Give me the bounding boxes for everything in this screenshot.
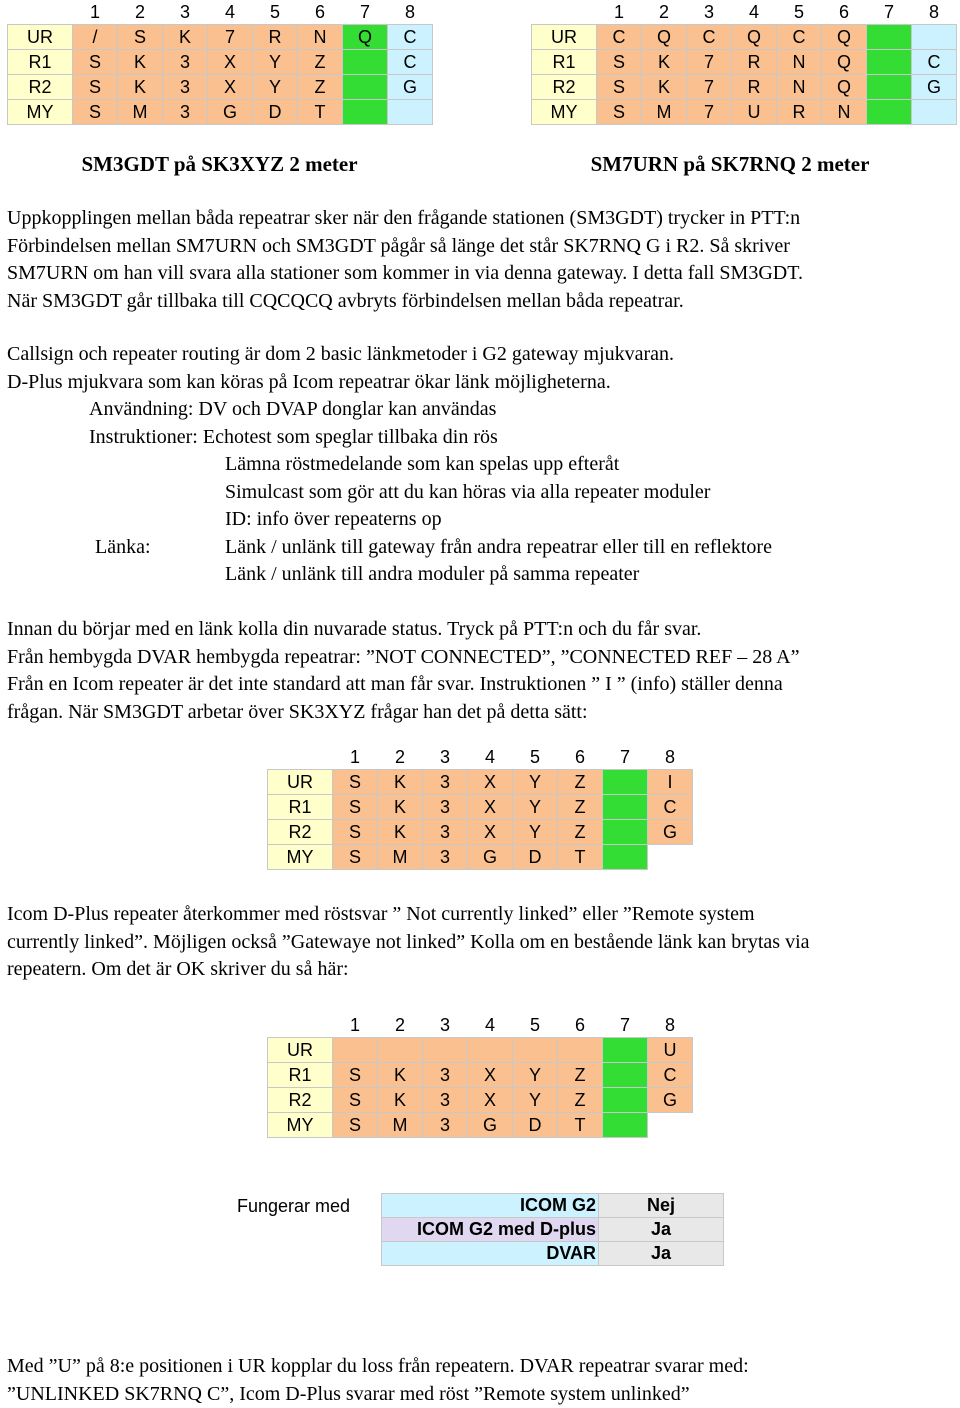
grid-cell: S: [333, 1088, 378, 1113]
grid-cell: D: [513, 845, 558, 870]
grid-cell: Y: [513, 1063, 558, 1088]
column-number: 5: [513, 745, 558, 770]
paragraph-uppkoppling: [7, 205, 803, 315]
text-line: Icom D-Plus repeater återkommer med röstsvar ” Not currently linked” eller ”Remote system: [7, 901, 810, 929]
grid-row-r1: [268, 795, 693, 820]
grid-cell: Y: [513, 770, 558, 795]
grid-cell: 3: [423, 845, 468, 870]
grid-cell: C: [777, 25, 822, 50]
grid-cell: U: [648, 1038, 693, 1063]
grid-row-ur: [268, 1038, 693, 1063]
instructions-sub-line: ID: info över repeaterns op: [7, 506, 772, 534]
text-line: repeatern. Om det är OK skriver du så här:: [7, 956, 810, 984]
column-number: 4: [208, 0, 253, 25]
grid-cell: Z: [558, 820, 603, 845]
grid-cell: [603, 770, 648, 795]
row-label: UR: [532, 25, 597, 50]
instructions-sub-line: Simulcast som gör att du kan höras via alla repeater moduler: [7, 479, 772, 507]
column-number: 4: [732, 0, 777, 25]
column-number: 5: [777, 0, 822, 25]
system-name: DVAR: [382, 1242, 599, 1266]
grid-cell: Y: [513, 1088, 558, 1113]
grid-cell: S: [333, 1113, 378, 1138]
grid-cell: Y: [253, 50, 298, 75]
text-line: Callsign och repeater routing är dom 2 basic länkmetoder i G2 gateway mjukvaran.: [7, 341, 772, 369]
grid-cell: [603, 845, 648, 870]
grid-row-ur: [268, 770, 693, 795]
grid-header-row: [8, 0, 433, 25]
callsign-grid-unlink: [267, 1013, 693, 1138]
row-label: UR: [268, 770, 333, 795]
column-number: 7: [343, 0, 388, 25]
column-number: 6: [822, 0, 867, 25]
lanka-sub-line: Länk / unlänk till andra moduler på samma repeater: [7, 561, 772, 589]
grid-cell: S: [333, 1063, 378, 1088]
grid-cell: [378, 1038, 423, 1063]
grid-cell: 3: [423, 795, 468, 820]
grid-cell: Q: [822, 25, 867, 50]
callsign-grid-right: [531, 0, 957, 125]
grid-cell: S: [597, 100, 642, 125]
column-number: 3: [687, 0, 732, 25]
grid-cell: [423, 1038, 468, 1063]
text-line: Förbindelsen mellan SM7URN och SM3GDT pågår så länge det står SK7RNQ G i R2. Så skriver: [7, 233, 803, 261]
text-line: Från en Icom repeater är det inte standard att man får svar. Instruktionen ” I ” (info) ställer denna: [7, 671, 799, 699]
lanka-line: [7, 534, 772, 562]
grid-cell: 7: [208, 25, 253, 50]
grid-cell: C: [648, 795, 693, 820]
grid-cell: D: [253, 100, 298, 125]
grid-cell: Q: [732, 25, 777, 50]
grid-cell: X: [468, 795, 513, 820]
column-number: 8: [912, 0, 957, 25]
grid-row-r1: [8, 50, 433, 75]
works-with-row: [382, 1194, 724, 1218]
row-label: MY: [8, 100, 73, 125]
caption-right: SM7URN på SK7RNQ 2 meter: [510, 152, 950, 177]
grid-cell: [603, 820, 648, 845]
grid-cell: 3: [423, 1113, 468, 1138]
column-number: 3: [423, 1013, 468, 1038]
grid-cell: S: [73, 75, 118, 100]
grid-row-r1: [532, 50, 957, 75]
column-number: 7: [603, 1013, 648, 1038]
grid-cell: [867, 50, 912, 75]
grid-cell: C: [648, 1063, 693, 1088]
grid-cell: [343, 50, 388, 75]
grid-header-row: [268, 1013, 693, 1038]
lanka-text: Länk / unlänk till gateway från andra repeatrar eller till en reflektore: [225, 536, 772, 558]
grid-cell: K: [378, 770, 423, 795]
grid-cell: [558, 1038, 603, 1063]
column-number: 2: [378, 745, 423, 770]
grid-cell: K: [163, 25, 208, 50]
works-with-row: [382, 1218, 724, 1242]
grid-cell: Z: [298, 75, 343, 100]
grid-cell: [648, 1113, 693, 1138]
grid-cell: M: [118, 100, 163, 125]
grid-row-r2: [268, 820, 693, 845]
grid-cell: [603, 1063, 648, 1088]
grid-cell: C: [388, 25, 433, 50]
grid-cell: [343, 100, 388, 125]
paragraph-response: [7, 901, 810, 984]
grid-cell: K: [378, 795, 423, 820]
column-number: 1: [597, 0, 642, 25]
grid-row-my: [532, 100, 957, 125]
grid-cell: K: [642, 75, 687, 100]
grid-cell: 3: [423, 770, 468, 795]
works-with-label: Fungerar med: [237, 1196, 350, 1217]
grid-cell: Q: [822, 75, 867, 100]
row-label: UR: [8, 25, 73, 50]
text-line: ”UNLINKED SK7RNQ C”, Icom D-Plus svarar med röst ”Remote system unlinked”: [7, 1381, 749, 1408]
text-line: Uppkopplingen mellan båda repeatrar sker när den frågande stationen (SM3GDT) trycker in PTT:n: [7, 205, 803, 233]
row-label: MY: [268, 1113, 333, 1138]
callsign-grid-info: [267, 745, 693, 870]
usage-line: Användning: DV och DVAP donglar kan användas: [7, 396, 772, 424]
grid-cell: C: [597, 25, 642, 50]
grid-cell: C: [388, 50, 433, 75]
column-number: 1: [333, 1013, 378, 1038]
grid-cell: N: [777, 75, 822, 100]
grid-cell: R: [777, 100, 822, 125]
column-number: 2: [378, 1013, 423, 1038]
column-number: 3: [423, 745, 468, 770]
grid-cell: Q: [642, 25, 687, 50]
grid-cell: Q: [822, 50, 867, 75]
grid-cell: R: [253, 25, 298, 50]
grid-cell: [912, 100, 957, 125]
grid-row-my: [268, 1113, 693, 1138]
grid-cell: [603, 795, 648, 820]
grid-row-r2: [8, 75, 433, 100]
grid-cell: K: [118, 50, 163, 75]
paragraph-unlink: [7, 1353, 749, 1408]
grid-cell: R: [732, 75, 777, 100]
grid-cell: Z: [558, 795, 603, 820]
system-name: ICOM G2 med D-plus: [382, 1218, 599, 1242]
works-value: Ja: [599, 1242, 724, 1266]
system-name: ICOM G2: [382, 1194, 599, 1218]
column-number: 2: [118, 0, 163, 25]
grid-cell: 3: [163, 100, 208, 125]
grid-cell: R: [732, 50, 777, 75]
grid-cell: /: [73, 25, 118, 50]
grid-cell: K: [378, 820, 423, 845]
column-number: 4: [468, 1013, 513, 1038]
instructions-line: Instruktioner: Echotest som speglar tillbaka din rös: [7, 424, 772, 452]
grid-cell: M: [642, 100, 687, 125]
row-label: R2: [532, 75, 597, 100]
grid-cell: [343, 75, 388, 100]
grid-cell: C: [912, 50, 957, 75]
grid-cell: M: [378, 845, 423, 870]
text-line: Med ”U” på 8:e positionen i UR kopplar du loss från repeatern. DVAR repeatrar svarar med:: [7, 1353, 749, 1381]
works-value: Ja: [599, 1218, 724, 1242]
column-number: 6: [558, 1013, 603, 1038]
grid-cell: [333, 1038, 378, 1063]
grid-cell: Z: [298, 50, 343, 75]
row-label: R2: [268, 1088, 333, 1113]
grid-cell: G: [208, 100, 253, 125]
grid-cell: Z: [558, 1063, 603, 1088]
row-label: R2: [8, 75, 73, 100]
text-line: SM7URN om han vill svara alla stationer som kommer in via denna gateway. I detta fall SM3GDT.: [7, 260, 803, 288]
grid-cell: K: [378, 1088, 423, 1113]
grid-cell: 3: [423, 820, 468, 845]
grid-cell: [648, 845, 693, 870]
paragraph-status: [7, 616, 799, 726]
grid-cell: 3: [163, 75, 208, 100]
grid-cell: S: [597, 50, 642, 75]
grid-cell: S: [118, 25, 163, 50]
grid-cell: 7: [687, 75, 732, 100]
grid-cell: M: [378, 1113, 423, 1138]
grid-cell: 7: [687, 100, 732, 125]
grid-cell: Z: [558, 1088, 603, 1113]
works-value: Nej: [599, 1194, 724, 1218]
grid-cell: G: [468, 1113, 513, 1138]
grid-header-row: [268, 745, 693, 770]
grid-cell: C: [687, 25, 732, 50]
grid-cell: N: [298, 25, 343, 50]
grid-cell: Q: [343, 25, 388, 50]
row-label: R1: [268, 1063, 333, 1088]
grid-cell: [603, 1113, 648, 1138]
grid-cell: U: [732, 100, 777, 125]
row-label: R1: [8, 50, 73, 75]
grid-cell: [513, 1038, 558, 1063]
grid-cell: 3: [163, 50, 208, 75]
row-label: R2: [268, 820, 333, 845]
row-label: R1: [532, 50, 597, 75]
grid-cell: [912, 25, 957, 50]
instructions-sub-line: Lämna röstmedelande som kan spelas upp efteråt: [7, 451, 772, 479]
column-number: 8: [648, 745, 693, 770]
works-with-table: [381, 1193, 724, 1266]
paragraph-dplus: [7, 341, 772, 589]
column-number: 1: [73, 0, 118, 25]
grid-row-r2: [268, 1088, 693, 1113]
column-number: 6: [298, 0, 343, 25]
grid-cell: G: [468, 845, 513, 870]
grid-cell: [867, 100, 912, 125]
grid-row-r1: [268, 1063, 693, 1088]
grid-cell: T: [298, 100, 343, 125]
text-line: Innan du börjar med en länk kolla din nuvarade status. Tryck på PTT:n och du får svar.: [7, 616, 799, 644]
text-line: frågan. När SM3GDT arbetar över SK3XYZ frågar han det på detta sätt:: [7, 699, 799, 727]
column-number: 8: [388, 0, 433, 25]
grid-cell: S: [333, 845, 378, 870]
grid-cell: S: [597, 75, 642, 100]
grid-cell: K: [118, 75, 163, 100]
column-number: 3: [163, 0, 208, 25]
grid-cell: 7: [687, 50, 732, 75]
column-number: 8: [648, 1013, 693, 1038]
grid-cell: [603, 1038, 648, 1063]
column-number: 2: [642, 0, 687, 25]
grid-cell: S: [333, 820, 378, 845]
text-line: Från hembygda DVAR hembygda repeatrar: ”NOT CONNECTED”, ”CONNECTED REF – 28 A”: [7, 644, 799, 672]
grid-cell: S: [333, 770, 378, 795]
grid-cell: G: [648, 820, 693, 845]
grid-cell: X: [208, 50, 253, 75]
row-label: MY: [268, 845, 333, 870]
grid-cell: K: [378, 1063, 423, 1088]
grid-cell: [867, 75, 912, 100]
text-line: När SM3GDT går tillbaka till CQCQCQ avbryts förbindelsen mellan båda repeatrar.: [7, 288, 803, 316]
column-number: 6: [558, 745, 603, 770]
grid-cell: S: [333, 795, 378, 820]
column-number: 7: [603, 745, 648, 770]
grid-cell: T: [558, 1113, 603, 1138]
grid-cell: S: [73, 100, 118, 125]
lanka-label: Länka:: [7, 534, 225, 562]
grid-cell: 3: [423, 1088, 468, 1113]
grid-row-my: [268, 845, 693, 870]
grid-cell: Z: [558, 770, 603, 795]
grid-cell: T: [558, 845, 603, 870]
grid-header-row: [532, 0, 957, 25]
grid-cell: I: [648, 770, 693, 795]
grid-cell: [867, 25, 912, 50]
grid-cell: X: [468, 770, 513, 795]
grid-cell: Y: [513, 820, 558, 845]
grid-cell: N: [777, 50, 822, 75]
grid-cell: S: [73, 50, 118, 75]
grid-cell: Y: [513, 795, 558, 820]
grid-cell: N: [822, 100, 867, 125]
grid-cell: [603, 1088, 648, 1113]
column-number: 1: [333, 745, 378, 770]
callsign-grid-left: [7, 0, 433, 125]
text-line: currently linked”. Möjligen också ”Gatewaye not linked” Kolla om en bestående länk kan brytas via: [7, 929, 810, 957]
text-line: D-Plus mjukvara som kan köras på Icom repeatrar ökar länk möjligheterna.: [7, 369, 772, 397]
grid-row-ur: [532, 25, 957, 50]
works-with-row: [382, 1242, 724, 1266]
grid-cell: X: [208, 75, 253, 100]
column-number: 5: [513, 1013, 558, 1038]
grid-cell: G: [912, 75, 957, 100]
caption-left: SM3GDT på SK3XYZ 2 meter: [7, 152, 432, 177]
row-label: MY: [532, 100, 597, 125]
grid-cell: 3: [423, 1063, 468, 1088]
grid-row-r2: [532, 75, 957, 100]
grid-cell: X: [468, 1063, 513, 1088]
grid-cell: K: [642, 50, 687, 75]
grid-row-ur: [8, 25, 433, 50]
row-label: UR: [268, 1038, 333, 1063]
column-number: 4: [468, 745, 513, 770]
grid-row-my: [8, 100, 433, 125]
grid-cell: G: [648, 1088, 693, 1113]
grid-cell: X: [468, 1088, 513, 1113]
row-label: R1: [268, 795, 333, 820]
grid-cell: D: [513, 1113, 558, 1138]
column-number: 5: [253, 0, 298, 25]
grid-cell: Y: [253, 75, 298, 100]
grid-cell: [468, 1038, 513, 1063]
grid-cell: G: [388, 75, 433, 100]
column-number: 7: [867, 0, 912, 25]
grid-cell: [388, 100, 433, 125]
grid-cell: X: [468, 820, 513, 845]
